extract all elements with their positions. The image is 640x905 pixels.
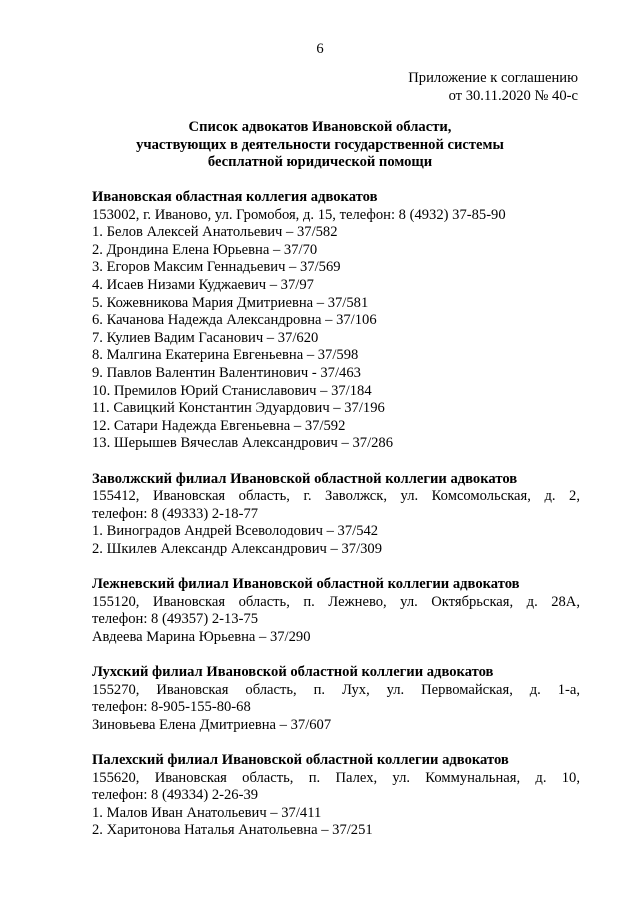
section-lukh-branch xyxy=(92,664,580,734)
section-title: Лухский филиал Ивановской областной коллегии адвокатов xyxy=(92,664,494,681)
lawyer-item: 7. Кулиев Вадим Гасанович – 37/620 xyxy=(92,329,319,346)
section-address: 155270, Ивановская область, п. Лух, ул. Первомайская, д. 1-а, xyxy=(92,681,580,698)
title-line: Список адвокатов Ивановской области, xyxy=(188,119,452,135)
lawyer-item: 3. Егоров Максим Геннадьевич – 37/569 xyxy=(92,259,341,276)
appendix-date-line: от 30.11.2020 № 40-с xyxy=(448,87,578,104)
lawyer-item: 13. Шерышев Вячеслав Александрович – 37/286 xyxy=(92,435,394,452)
section-title: Палехский филиал Ивановской областной коллегии адвокатов xyxy=(92,752,509,768)
lawyer-item: 2. Шкилев Александр Александрович – 37/309 xyxy=(92,540,383,557)
appendix-header xyxy=(408,70,578,105)
page-number: 6 xyxy=(316,41,324,57)
sections-container xyxy=(92,189,580,840)
section-title: Заволжский филиал Ивановской областной коллегии адвокатов xyxy=(92,470,518,487)
lawyer-item: 11. Савицкий Константин Эдуардович – 37/196 xyxy=(92,400,385,417)
lawyer-item: 5. Кожевникова Мария Дмитриевна – 37/581 xyxy=(92,294,369,311)
section-address: 153002, г. Иваново, ул. Громобоя, д. 15, телефон: 8 (4932) 37-85-90 xyxy=(92,206,506,223)
title-line: бесплатной юридической помощи xyxy=(207,154,433,171)
lawyer-item: 10. Премилов Юрий Станиславович – 37/184 xyxy=(92,382,372,399)
lawyer-item: 2. Харитонова Наталья Анатольевна – 37/251 xyxy=(92,822,373,839)
section-phone: телефон: 8 (49357) 2-13-75 xyxy=(92,611,259,628)
section-palekh-branch xyxy=(92,752,580,840)
lawyer-item: 9. Павлов Валентин Валентинович - 37/463 xyxy=(92,364,361,381)
lawyer-item: Зиновьева Елена Дмитриевна – 37/607 xyxy=(92,716,332,733)
lawyer-item: 12. Сатари Надежда Евгеньевна – 37/592 xyxy=(92,417,346,434)
section-lezhnevo-branch xyxy=(92,576,580,646)
lawyer-item: 6. Качанова Надежда Александровна – 37/106 xyxy=(92,312,377,329)
lawyer-item: 1. Виноградов Андрей Всеволодович – 37/542 xyxy=(92,523,379,540)
document-title xyxy=(0,119,640,172)
title-line: участвующих в деятельности государственной системы xyxy=(136,136,504,153)
lawyer-item: 1. Малов Иван Анатольевич – 37/411 xyxy=(92,804,322,821)
section-phone: телефон: 8-905-155-80-68 xyxy=(92,699,251,716)
appendix-line: Приложение к соглашению xyxy=(408,70,578,86)
section-ivanovo-bar xyxy=(92,189,580,453)
section-address: 155412, Ивановская область, г. Заволжск, ул. Комсомольская, д. 2, xyxy=(92,488,580,505)
section-phone: телефон: 8 (49334) 2-26-39 xyxy=(92,787,259,804)
lawyer-item: 4. Исаев Низами Куджаевич – 37/97 xyxy=(92,276,314,293)
section-title: Ивановская областная коллегия адвокатов xyxy=(92,189,378,205)
section-address: 155120, Ивановская область, п. Лежнево, ул. Октябрьская, д. 28А, xyxy=(92,593,580,610)
section-phone: телефон: 8 (49333) 2-18-77 xyxy=(92,505,259,522)
section-zavolzhsk-branch xyxy=(92,471,580,559)
lawyer-item: 2. Дрондина Елена Юрьевна – 37/70 xyxy=(92,241,318,258)
section-address: 155620, Ивановская область, п. Палех, ул. Коммунальная, д. 10, xyxy=(92,769,580,786)
lawyer-item: 8. Малгина Екатерина Евгеньевна – 37/598 xyxy=(92,347,359,364)
section-title: Лежневский филиал Ивановской областной коллегии адвокатов xyxy=(92,576,520,593)
lawyer-item: 1. Белов Алексей Анатольевич – 37/582 xyxy=(92,224,338,241)
lawyer-item: Авдеева Марина Юрьевна – 37/290 xyxy=(92,628,311,645)
